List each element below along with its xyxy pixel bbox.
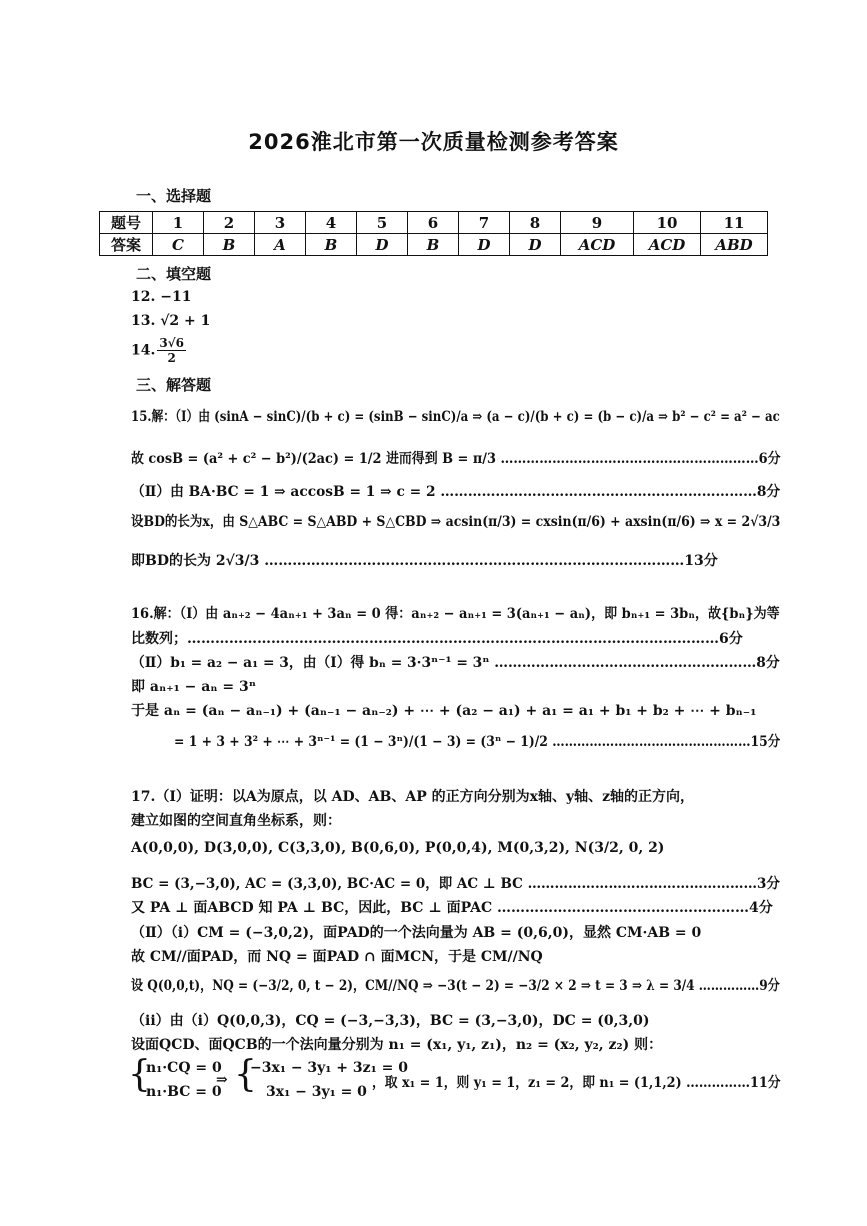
table-cell: B <box>204 234 255 256</box>
table-row-answers <box>100 234 768 256</box>
table-cell: ACD <box>561 234 634 256</box>
fill-answer-14 <box>131 336 188 365</box>
table-cell: 6 <box>408 212 459 234</box>
q17-line-8: 设 Q(0,0,t)，NQ = (−3/2, 0, t − 2)，CM//NQ ⇒ −3(t − 2) = −3/2 × 2 ⇒ t = 3 ⇒ λ = 3/4 ……………9分 <box>131 978 780 994</box>
q17-line-9: （ii）由（i）Q(0,0,3)，CQ = (−3,−3,3)，BC = (3,−3,0)，DC = (0,3,0) <box>131 1013 650 1029</box>
table-cell: D <box>357 234 408 256</box>
q16-line-4: 即 aₙ₊₁ − aₙ = 3ⁿ <box>131 679 257 695</box>
table-cell: A <box>255 234 306 256</box>
q16-line-2: 比数列；……………………………………………………………………………………………………6分 <box>131 631 743 647</box>
q15-line-2: 故 cosB = (a² + c² − b²)/(2ac) = 1/2 进而得到 B = π/3 ……………………………………………………6分 <box>131 451 781 467</box>
table-cell: 9 <box>561 212 634 234</box>
section-solve-heading: 三、解答题 <box>136 376 212 394</box>
q16-line-1: 16.解：（Ⅰ）由 aₙ₊₂ − 4aₙ₊₁ + 3aₙ = 0 得：aₙ₊₂ − aₙ₊₁ = 3(aₙ₊₁ − aₙ)，即 bₙ₊₁ = 3bₙ，故{bₙ}为等 <box>131 606 780 622</box>
q17-line-1: 17.（Ⅰ）证明：以A为原点，以 AD、AB、AP 的正方向分别为x轴、y轴、z轴的正方向， <box>131 789 695 805</box>
table-cell: 2 <box>204 212 255 234</box>
left-brace: { <box>128 1054 151 1095</box>
table-cell: 11 <box>701 212 768 234</box>
table-cell: 1 <box>153 212 204 234</box>
implies-arrow: ⇒ <box>216 1072 228 1088</box>
page-title: 2026淮北市第一次质量检测参考答案 <box>248 130 619 154</box>
denominator: 2 <box>167 351 176 365</box>
q17-line-4: BC = (3,−3,0), AC = (3,3,0), BC·AC = 0，即 AC ⊥ BC ……………………………………………3分 <box>131 876 780 892</box>
table-cell: ABD <box>701 234 768 256</box>
table-cell: 3 <box>255 212 306 234</box>
q17-line-7: 故 CM//面PAD，而 NQ = 面PAD ∩ 面MCN，于是 CM//NQ <box>131 949 543 965</box>
table-cell: ACD <box>634 234 701 256</box>
fill-answer-13: 13. √2 + 1 <box>131 313 211 329</box>
table-cell: B <box>408 234 459 256</box>
system-eq-4: 3x₁ − 3y₁ = 0 <box>266 1084 367 1100</box>
system-eq-3: −3x₁ − 3y₁ + 3z₁ = 0 <box>250 1060 408 1076</box>
system-result: ，取 x₁ = 1，则 y₁ = 1，z₁ = 2，即 n₁ = (1,1,2) ……………11分 <box>372 1075 781 1091</box>
q17-line-6: （Ⅱ）（i）CM = (−3,0,2)，面PAD的一个法向量为 AB = (0,6,0)，显然 CM·AB = 0 <box>131 925 702 941</box>
system-eq-1: n₁·CQ = 0 <box>146 1060 222 1076</box>
table-cell: 8 <box>510 212 561 234</box>
fill-answer-12: 12. −11 <box>131 289 192 305</box>
q16-line-6: = 1 + 3 + 3² + ⋯ + 3ⁿ⁻¹ = (1 − 3ⁿ)/(1 − 3) = (3ⁿ − 1)/2 …………………………………………15分 <box>174 734 781 750</box>
table-cell: C <box>153 234 204 256</box>
table-row-numbers <box>100 212 768 234</box>
left-brace: { <box>234 1054 257 1095</box>
q15-line-1: 15.解：（Ⅰ）由 (sinA − sinC)/(b + c) = (sinB − sinC)/a ⇒ (a − c)/(b + c) = (b − c)/a ⇒ b² − c² = a² − ac <box>131 409 780 425</box>
table-cell: B <box>306 234 357 256</box>
q17-line-3: A(0,0,0), D(3,0,0), C(3,3,0), B(0,6,0), P(0,0,4), M(0,3,2), N(3/2, 0, 2) <box>131 840 665 856</box>
answer-table <box>99 211 768 256</box>
q17-line-10: 设面QCD、面QCB的一个法向量分别为 n₁ = (x₁, y₁, z₁)，n₂ = (x₂, y₂, z₂) 则： <box>131 1037 663 1053</box>
q15-line-5: 即BD的长为 2√3/3 ………………………………………………………………………………13分 <box>131 553 718 569</box>
table-cell: 10 <box>634 212 701 234</box>
q15-line-3: （Ⅱ）由 BA·BC = 1 ⇒ accosB = 1 ⇒ c = 2 ……………………………………………………………8分 <box>131 484 781 500</box>
fraction <box>157 336 186 365</box>
row-header-number: 题号 <box>100 212 153 234</box>
section-fill-heading: 二、填空题 <box>136 265 212 283</box>
table-cell: D <box>510 234 561 256</box>
system-eq-2: n₁·BC = 0 <box>146 1084 222 1100</box>
section-choice-heading: 一、选择题 <box>136 187 212 205</box>
q17-line-2: 建立如图的空间直角坐标系，则： <box>131 813 341 829</box>
numerator: 3√6 <box>159 336 184 350</box>
q17-line-5: 又 PA ⊥ 面ABCD 知 PA ⊥ BC，因此，BC ⊥ 面PAC ………………………………………………4分 <box>131 900 773 916</box>
q16-line-3: （Ⅱ）b₁ = a₂ − a₁ = 3，由（Ⅰ）得 bₙ = 3·3ⁿ⁻¹ = 3ⁿ …………………………………………………8分 <box>131 655 780 671</box>
table-cell: 4 <box>306 212 357 234</box>
table-cell: 7 <box>459 212 510 234</box>
table-cell: 5 <box>357 212 408 234</box>
q15-line-4: 设BD的长为x，由 S△ABC = S△ABD + S△CBD ⇒ acsin(π/3) = cxsin(π/6) + axsin(π/6) ⇒ x = 2√3/3 <box>131 514 781 530</box>
table-cell: D <box>459 234 510 256</box>
fill-answer-14-label: 14. <box>131 342 156 359</box>
row-header-answer: 答案 <box>100 234 153 256</box>
q16-line-5: 于是 aₙ = (aₙ − aₙ₋₁) + (aₙ₋₁ − aₙ₋₂) + ⋯ + (a₂ − a₁) + a₁ = a₁ + b₁ + b₂ + ⋯ + bₙ₋₁ <box>131 703 757 719</box>
